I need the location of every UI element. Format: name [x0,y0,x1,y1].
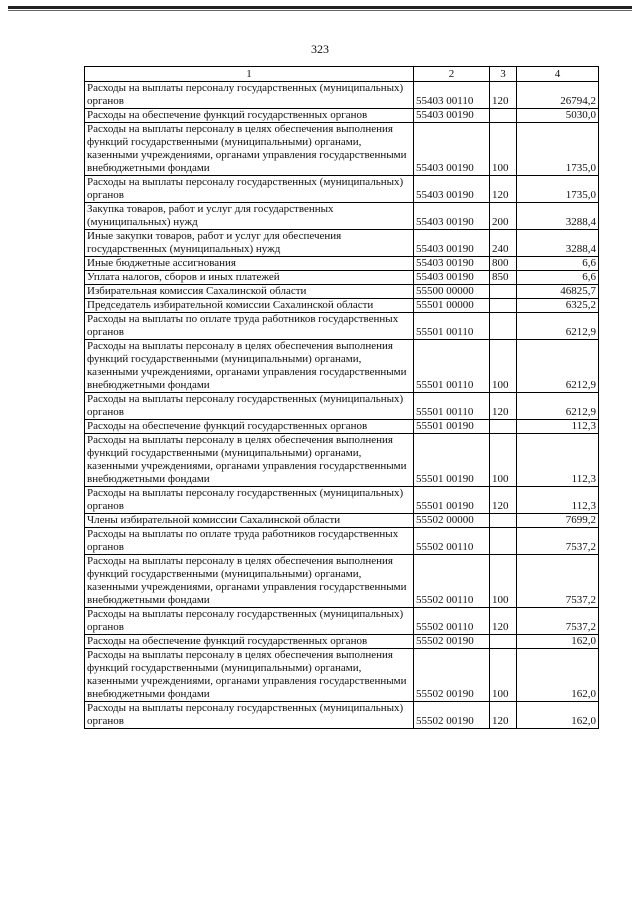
name-cell: Расходы на выплаты персоналу государственных (муниципальных) органов [85,608,414,635]
column-header-type: 3 [490,67,517,82]
table-row [85,271,599,285]
type-cell: 100 [490,555,517,608]
name-cell: Расходы на обеспечение функций государственных органов [85,420,414,434]
name-cell: Расходы на выплаты по оплате труда работников государственных органов [85,528,414,555]
amount-cell: 1735,0 [517,176,599,203]
table-row [85,635,599,649]
type-cell: 100 [490,340,517,393]
name-cell: Избирательная комиссия Сахалинской области [85,285,414,299]
table-row [85,285,599,299]
name-cell: Расходы на выплаты персоналу в целях обеспечения выполнения функций государственными (муниципальными) органами, казенными учреждениями, органами управления государственными внебюджетными фондами [85,434,414,487]
name-cell: Расходы на выплаты персоналу в целях обеспечения выполнения функций государственными (муниципальными) органами, казенными учреждениями, органами управления государственными внебюджетными фондами [85,649,414,702]
column-header-amount: 4 [517,67,599,82]
amount-cell: 6212,9 [517,393,599,420]
amount-cell: 162,0 [517,635,599,649]
name-cell: Расходы на обеспечение функций государственных органов [85,635,414,649]
code-cell: 55502 00190 [414,702,490,729]
name-cell: Председатель избирательной комиссии Сахалинской области [85,299,414,313]
type-cell: 120 [490,393,517,420]
code-cell: 55403 00190 [414,109,490,123]
table-row [85,555,599,608]
type-cell: 100 [490,434,517,487]
table-row [85,608,599,635]
name-cell: Уплата налогов, сборов и иных платежей [85,271,414,285]
code-cell: 55403 00190 [414,176,490,203]
amount-cell: 7699,2 [517,514,599,528]
type-cell [490,285,517,299]
table-row [85,649,599,702]
amount-cell: 26794,2 [517,82,599,109]
type-cell [490,635,517,649]
type-cell: 200 [490,203,517,230]
amount-cell: 7537,2 [517,555,599,608]
name-cell: Расходы на выплаты персоналу государственных (муниципальных) органов [85,82,414,109]
amount-cell: 6,6 [517,257,599,271]
code-cell: 55403 00190 [414,271,490,285]
table-body [85,82,599,729]
column-header-name: 1 [85,67,414,82]
table-row [85,434,599,487]
type-cell: 850 [490,271,517,285]
type-cell: 100 [490,123,517,176]
table-row [85,123,599,176]
type-cell [490,109,517,123]
table-row [85,487,599,514]
table-row [85,313,599,340]
amount-cell: 6,6 [517,271,599,285]
table-row [85,702,599,729]
amount-cell: 112,3 [517,434,599,487]
code-cell: 55403 00110 [414,82,490,109]
code-cell: 55501 00190 [414,487,490,514]
type-cell: 120 [490,702,517,729]
amount-cell: 112,3 [517,420,599,434]
type-cell: 120 [490,608,517,635]
budget-table [84,66,599,729]
amount-cell: 7537,2 [517,528,599,555]
amount-cell: 6212,9 [517,313,599,340]
name-cell: Закупка товаров, работ и услуг для государственных (муниципальных) нужд [85,203,414,230]
name-cell: Члены избирательной комиссии Сахалинской области [85,514,414,528]
amount-cell: 112,3 [517,487,599,514]
table-row [85,230,599,257]
code-cell: 55501 00190 [414,420,490,434]
page-number: 323 [311,42,329,56]
code-cell: 55501 00110 [414,393,490,420]
table-row [85,176,599,203]
amount-cell: 46825,7 [517,285,599,299]
type-cell: 100 [490,649,517,702]
name-cell: Расходы на выплаты персоналу в целях обеспечения выполнения функций государственными (муниципальными) органами, казенными учреждениями, органами управления государственными внебюджетными фондами [85,555,414,608]
code-cell: 55501 00190 [414,434,490,487]
column-header-code: 2 [414,67,490,82]
table-row [85,257,599,271]
code-cell: 55502 00000 [414,514,490,528]
table-row [85,528,599,555]
table-row [85,393,599,420]
name-cell: Расходы на выплаты персоналу государственных (муниципальных) органов [85,702,414,729]
table-row [85,420,599,434]
code-cell: 55500 00000 [414,285,490,299]
type-cell: 240 [490,230,517,257]
name-cell: Расходы на выплаты по оплате труда работников государственных органов [85,313,414,340]
name-cell: Расходы на выплаты персоналу в целях обеспечения выполнения функций государственными (муниципальными) органами, казенными учреждениями, органами управления государственными внебюджетными фондами [85,340,414,393]
amount-cell: 3288,4 [517,203,599,230]
amount-cell: 6325,2 [517,299,599,313]
code-cell: 55403 00190 [414,123,490,176]
amount-cell: 162,0 [517,649,599,702]
type-cell [490,299,517,313]
type-cell [490,420,517,434]
type-cell [490,313,517,340]
name-cell: Расходы на выплаты персоналу государственных (муниципальных) органов [85,487,414,514]
code-cell: 55502 00110 [414,528,490,555]
amount-cell: 7537,2 [517,608,599,635]
amount-cell: 162,0 [517,702,599,729]
code-cell: 55501 00110 [414,340,490,393]
table-row [85,203,599,230]
amount-cell: 5030,0 [517,109,599,123]
amount-cell: 3288,4 [517,230,599,257]
code-cell: 55501 00110 [414,313,490,340]
table-row [85,340,599,393]
code-cell: 55502 00110 [414,608,490,635]
table-row [85,82,599,109]
amount-cell: 1735,0 [517,123,599,176]
code-cell: 55502 00190 [414,635,490,649]
table-header-row [85,67,599,82]
top-border-thin-rule [8,10,632,11]
top-border-rule [8,6,632,9]
code-cell: 55501 00000 [414,299,490,313]
type-cell: 800 [490,257,517,271]
type-cell: 120 [490,82,517,109]
type-cell [490,528,517,555]
name-cell: Расходы на выплаты персоналу государственных (муниципальных) органов [85,176,414,203]
code-cell: 55403 00190 [414,230,490,257]
code-cell: 55403 00190 [414,257,490,271]
name-cell: Иные бюджетные ассигнования [85,257,414,271]
type-cell [490,514,517,528]
code-cell: 55403 00190 [414,203,490,230]
name-cell: Расходы на обеспечение функций государственных органов [85,109,414,123]
name-cell: Расходы на выплаты персоналу в целях обеспечения выполнения функций государственными (муниципальными) органами, казенными учреждениями, органами управления государственными внебюджетными фондами [85,123,414,176]
name-cell: Иные закупки товаров, работ и услуг для обеспечения государственных (муниципальных) нужд [85,230,414,257]
amount-cell: 6212,9 [517,340,599,393]
type-cell: 120 [490,487,517,514]
type-cell: 120 [490,176,517,203]
code-cell: 55502 00190 [414,649,490,702]
table-row [85,109,599,123]
table-row [85,299,599,313]
table-row [85,514,599,528]
name-cell: Расходы на выплаты персоналу государственных (муниципальных) органов [85,393,414,420]
code-cell: 55502 00110 [414,555,490,608]
